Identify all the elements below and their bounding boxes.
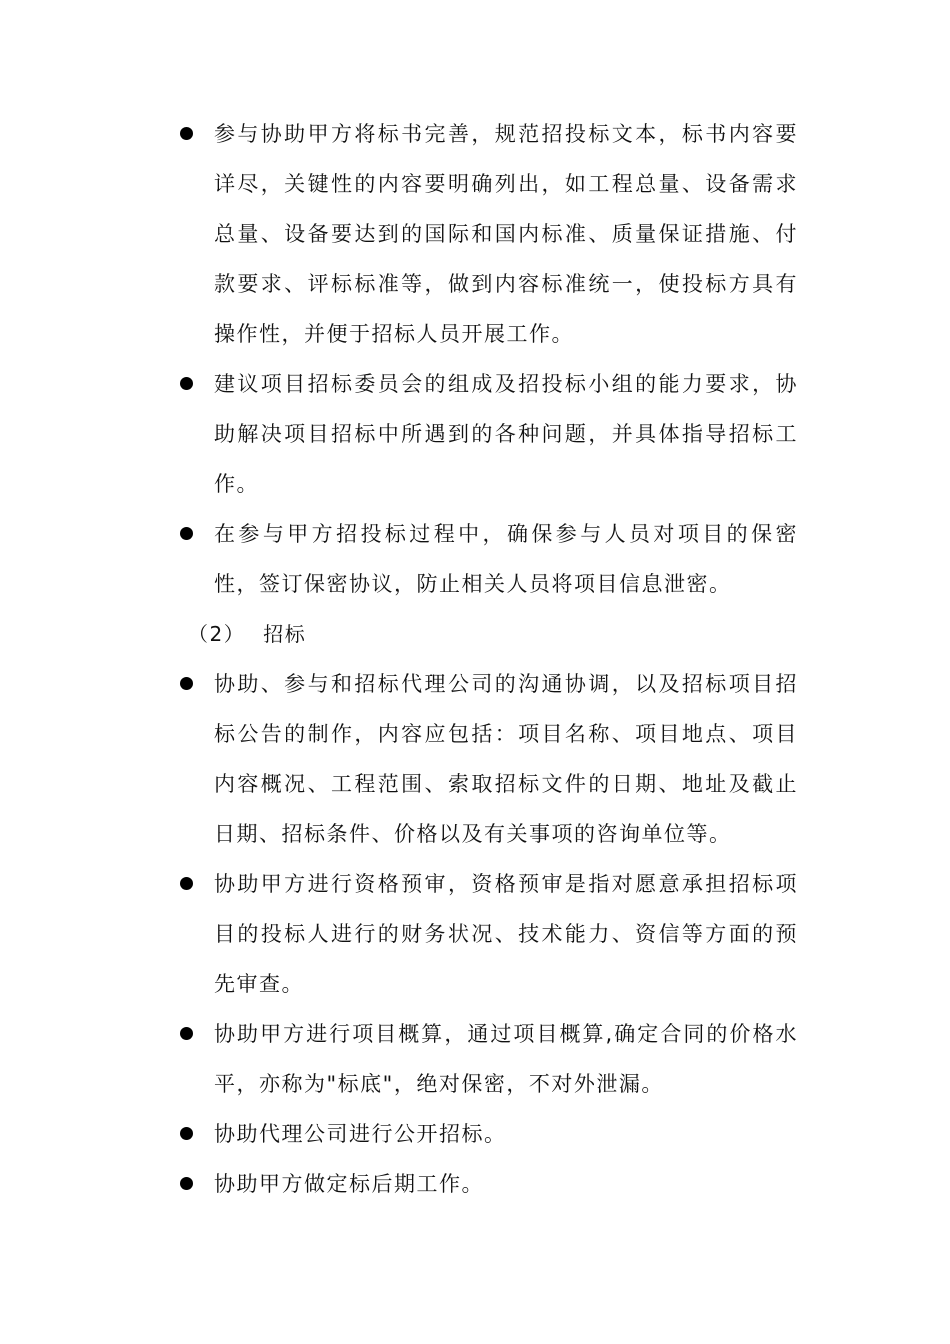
bullet-dot-icon (180, 377, 193, 390)
document-content (178, 109, 798, 1209)
bullet-dot-icon (180, 1127, 193, 1140)
bullet-dot-icon (180, 1177, 193, 1190)
list-item (178, 659, 798, 859)
list-item-text: 协助甲方进行资格预审，资格预审是指对愿意承担招标项目的投标人进行的财务状况、技术能力、资信等方面的预先审查。 (214, 872, 798, 996)
bullet-dot-icon (180, 527, 193, 540)
list-item (178, 509, 798, 609)
list-item (178, 109, 798, 359)
list-item-text: 参与协助甲方将标书完善，规范招投标文本，标书内容要详尽，关键性的内容要明确列出，如工程总量、设备需求总量、设备要达到的国际和国内标准、质量保证措施、付款要求、评标标准等，做到内容标准统一，使投标方具有操作性，并便于招标人员开展工作。 (214, 122, 798, 346)
list-item (178, 1159, 798, 1209)
list-item-text: 建议项目招标委员会的组成及招投标小组的能力要求，协助解决项目招标中所遇到的各种问题，并具体指导招标工作。 (214, 372, 798, 496)
list-item-text: 协助甲方做定标后期工作。 (214, 1172, 484, 1196)
section-number: （2） (188, 622, 246, 646)
list-item (178, 859, 798, 1009)
list-item (178, 1009, 798, 1109)
bullet-dot-icon (180, 127, 193, 140)
list-item (178, 359, 798, 509)
list-item (178, 1109, 798, 1159)
list-item-text: 协助、参与和招标代理公司的沟通协调，以及招标项目招标公告的制作，内容应包括：项目名称、项目地点、项目内容概况、工程范围、索取招标文件的日期、地址及截止日期、招标条件、价格以及有关事项的咨询单位等。 (214, 672, 798, 846)
section-heading (178, 609, 798, 659)
list-item-text: 协助代理公司进行公开招标。 (214, 1122, 507, 1146)
bullet-dot-icon (180, 877, 193, 890)
section-title: 招标 (263, 622, 307, 646)
bullet-dot-icon (180, 1027, 193, 1040)
list-item-text: 在参与甲方招投标过程中，确保参与人员对项目的保密性，签订保密协议，防止相关人员将项目信息泄密。 (214, 522, 798, 596)
bullet-dot-icon (180, 677, 193, 690)
list-item-text: 协助甲方进行项目概算，通过项目概算,确定合同的价格水平，亦称为"标底"，绝对保密，不对外泄漏。 (214, 1022, 798, 1096)
